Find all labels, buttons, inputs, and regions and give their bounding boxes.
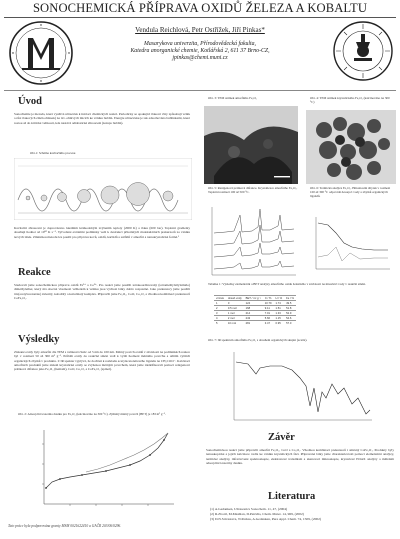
table-cell: 57.0 [284, 321, 296, 326]
table-cell: 214 [244, 311, 263, 316]
reference-list [210, 507, 396, 523]
section-heading-literatura: Literatura [268, 491, 316, 502]
table-header: H / % [275, 296, 283, 300]
uvod-paragraph-2: Kavitační zhroucení je doprovázeno lokálním krátkodobým zvýšením teploty (2000 K) a tlaku (600 bar). Teplotní gradienty dosahují hodnot až 10¹⁰ K s⁻¹. Vytvořené extrémní podmínky vedí k destrukci přítomných molekulárních prekurzorů za vzniku nových látek. Zmíněnou metodu lze použít pro přípravu kovů, oxidů, karbidů a sulfidů v amorfní a nanokrystalické formě.¹ [14, 226, 190, 239]
table-cell: 0 [226, 301, 244, 306]
table-cell: 52.9 [284, 311, 296, 316]
table-header: vzorek [216, 296, 224, 300]
table-cell: 49.5 [284, 301, 296, 306]
figure-2-caption: Obr. 2: Adsorpční izoterma dusíku pro Fe₂O₃ (kalcinováno na 300 °C). Zjištěný měrný povrch (BET) je 183 m² g⁻¹. [18, 412, 166, 416]
table-cell: 7.01 [263, 311, 274, 316]
title-divider [4, 17, 396, 18]
table-cell: 0.5 mol [226, 306, 244, 311]
table-cell: 2 [214, 306, 226, 311]
cavitation-diagram [14, 158, 192, 220]
section-heading-zaver: Závěr [268, 432, 295, 443]
header-divider [4, 90, 396, 91]
table-cell: 10.79 [264, 301, 272, 305]
table-cell: 10 mol [226, 321, 244, 326]
contact-email: jpinkas@chemi.muni.cz [172, 55, 228, 61]
adsorption-isotherm-plot [30, 424, 180, 516]
figure-7-caption: Obr. 7: IR spektrum amorfního Fe₂O₃ s obsahem organických skupin (acetát). [208, 338, 308, 342]
figure-1-caption: Obr.1: Schéma kavitačního procesu [30, 151, 76, 155]
table-cell: 9.11 [263, 306, 274, 311]
table-cell: 281 [244, 321, 263, 326]
table-cell: 5.66 [263, 316, 274, 321]
society-seal-icon [332, 20, 394, 82]
table-header: BET / m² g⁻¹ [245, 297, 261, 300]
figure-5-caption: Obr. 5: Rentgenová prášková difrakce. Krystalizace amorfního Fe₂O₃. Teplotní rozmezí 100 až 500 °C. [208, 186, 298, 194]
reference-item: (1) A.Gedanken, Ultrasonics Sonochem. 11, 47, (2004) [210, 507, 288, 511]
table-cell: 1.15 [274, 316, 285, 321]
university-logo-icon [8, 20, 74, 86]
table-cell: 0.95 [274, 321, 285, 326]
zaver-paragraph: Sonochemickou reakcí jsme připravili amorfní Fe₂O₃, CoO a Co₃O₄. Vhodnou kombinací prekurzorů i směsný CoFe₂O₄. Produkty byly nanoskopické a jejich kalcinace vedla ke vzniku krystalických fází. Připravené látky jsme charakterizovali pomocí elementární analýzy, termické analýzy, infračervené spektroskopie, elektronové transmisní a skenovací mikroskopie, krystalové EDAX analýzy a měřením adsorpčně izotermy dusíku. [206, 448, 394, 465]
elemental-analysis-table [214, 295, 296, 325]
table-header: obsah vody [227, 296, 242, 300]
table-cell: 168 [244, 306, 263, 311]
table-cell: 1.51 [274, 306, 285, 311]
table-cell: 1 mol [226, 311, 244, 316]
affiliation-line-1: Masarykova univerzita, Přírodovědecká fakulta, [144, 41, 256, 47]
acknowledgement: Tato práce byla podporována granty MSM 0021622410 a GAČR 203/06/0296. [8, 524, 122, 528]
table-cell: 51.8 [284, 306, 296, 311]
affiliation [95, 41, 305, 62]
uvod-paragraph-1: Sonochemie je metoda, která využívá ultrazvuk k iniciaci chemických reakcí. Periodicky se opakující tlakové vlny způsobují vznik a růst tlakových změn ohnisek) na tzv. ohnivých micích ke vzniku bublin. Energie ultrazvuku je tak adsorbována bublinkami, které rostou až do kritické velikosti, kde nastává adiabatické zhroucení (kolaps bublin). [14, 112, 190, 125]
table-1-caption: Tabulka 1: Výsledky elementární a BET analýzy amorfního oxidu železitého v závislosti na množství vody v reakční směsi. [208, 282, 366, 286]
authors: Vendula Reichlová, Petr Ostřížek, Jiří Pinkas* [135, 26, 265, 34]
table-cell: 4 [214, 316, 226, 321]
figure-3-caption: Obr. 3: TEM snímek amorfního Fe₂O₃ [208, 96, 257, 100]
table-cell: 54.6 [284, 316, 296, 321]
thermal-analysis-plot [308, 213, 394, 275]
figure-4-caption: Obr. 4: TEM snímek krystalického Fe₂O₃ (kalcinováno na 300 °C) [310, 96, 390, 104]
table-row [214, 321, 296, 326]
table-header: Fe / % [286, 296, 294, 300]
table-cell: 1.74 [274, 301, 285, 306]
section-heading-vysledky: Výsledky [18, 334, 60, 345]
table-cell: 243 [244, 316, 263, 321]
table-cell: 5 [214, 321, 226, 326]
vysledky-paragraph: Získané oxidy byly amorfní dle TEM s velikostí částic od 5 nm do 100 nm. Měrný povrch oxidů v závislosti na podmínkách reakce byl v rozmezí 50 až 300 m² g⁻¹. Průběh oxidy do reakčně směsi vedl k vyšší hodnotě měrného povrchu a užitím vyšších organických zbytků v produktu. Z IR spekter vyplývá, že dochází k rozkladu acetylacetonátového ligandu na CH₃COO⁻. Kalcinací amorfních produktů jsme získali krystalické oxidy se zvýšenou měrným povrchem, které jsme identifikovali pomocí rentgenové práškové difrakce jako Fe₂O₃ (hematit), CoO, Co₃O₄ a CoFe₂O₄ (spinel). [14, 350, 190, 372]
table-cell: 2 mol [226, 316, 244, 321]
reakce-paragraph: Studovali jsme sonochemickou přípravu oxidů Fe²⁺ a Co²⁺. Pro reakci jsme použili tetrakoordinovaný (tetramethylsilylamido) dimethylether, který má obecné vlastnosti vzhledem k vzniku jsou výchozí látky dobře rozpustné. Jako prekurzory jsme použili tris(acetylacetonáto) železitý, kobaltitý a kobaltnatý komplex. Připravili jsme Fe₂O₃, CoO, Co₃O₄ a vhodnou kombinací prekurzorů CoFe₂O₄. [14, 283, 190, 300]
reference-item: (2) R.Zboril, M.Mashlan, D.Petridis, Chem. Mater. 14, 969, (2002) [210, 512, 304, 517]
section-heading-reakce: Reakce [18, 267, 51, 278]
reference-item: (3) D.N.Srivastava, N.Perkas, A.Gedanken, Pure Appl. Chem. 74, 1509, (2002) [210, 517, 322, 522]
section-heading-uvod: Úvod [18, 96, 42, 107]
ir-spectrum-plot [226, 348, 376, 426]
figure-6-caption: Obr. 6: Termická analýza Fe₂O₃. Hmotnostní úbytek v rozmezí 100 až 300 °C odpovídá desorpci vody a zbytků organických ligandů. [310, 186, 391, 198]
tem-image-crystalline [306, 110, 396, 184]
table-header: C / % [263, 296, 274, 301]
table-cell: 1.33 [274, 311, 285, 316]
poster-title: SONOCHEMICKÁ PŘÍPRAVA OXIDŮ ŽELEZA A KOBALTU [32, 1, 368, 15]
table-cell: 1 [214, 301, 226, 306]
table-cell: 124 [244, 301, 263, 306]
table-cell: 3 [214, 311, 226, 316]
table-cell: 3.47 [263, 321, 274, 326]
xrd-pattern-plot [206, 203, 300, 281]
affiliation-line-2: Katedra anorganické chemie, Kotlářská 2, 611 37 Brno-CZ, [130, 48, 270, 54]
tem-image-amorphous [204, 106, 298, 184]
